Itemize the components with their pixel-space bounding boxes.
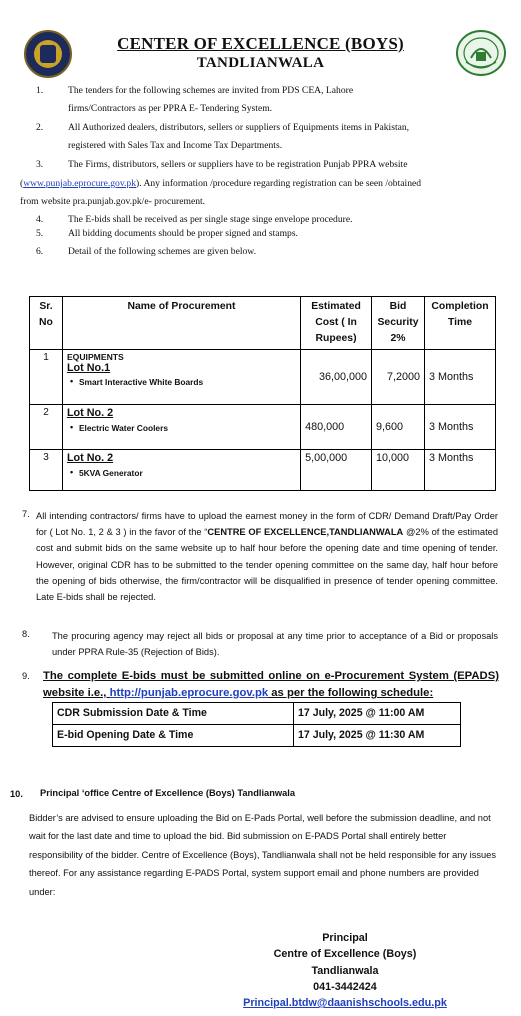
- earnest-money-paragraph: All intending contractors/ firms have to upload the earnest money in the form of CDR/ Demand Draft/Pay Order for ( Lot No. 1, 2 & 3 ) in the favor of the “CENTRE OF EXCELLENCE,TANDLIANWALA @2% of the estimated cost and submit bids on the same website up to half hour before the opening date and time opening of tender. However, original CDR has to be submitted to the tender opening committee on the same day, half hour before the opening of bids otherwise, the firm/contractor will be disqualified in presence of tender opening committee. Late E-bids shall be rejected.: [36, 511, 498, 603]
- lot-label: Lot No. 2: [66, 407, 114, 419]
- clause-number: 1.: [36, 85, 44, 96]
- item-name: • Electric Water Coolers: [67, 423, 296, 433]
- table-row: [30, 350, 496, 405]
- clause-2-line-2: registered with Sales Tax and Income Tax Departments.: [68, 140, 283, 151]
- cell-procurement: [62, 450, 300, 491]
- signature-block: [240, 930, 450, 1011]
- cell-cost: 480,000: [301, 405, 372, 450]
- clause-2-line-1: All Authorized dealers, distributors, sellers or suppliers of Equipments items in Pakistan,: [68, 122, 410, 133]
- clause-number: 5.: [36, 228, 44, 239]
- col-header-security: Bid Security 2%: [372, 297, 425, 350]
- clause-number: 4.: [36, 214, 44, 225]
- lot-label: Lot No. 2: [66, 452, 114, 464]
- signatory-office: Centre of Excellence (Boys) Tandlianwala: [273, 948, 417, 977]
- cell-time: 3 Months: [424, 350, 495, 405]
- item-name: • 5KVA Generator: [67, 468, 296, 478]
- cell-time: 3 Months: [424, 405, 495, 450]
- col-header-name: Name of Procurement: [62, 297, 300, 350]
- clause-1-line-2: firms/Contractors as per PPRA E- Tendering System.: [68, 103, 273, 114]
- col-header-cost: Estimated Cost ( In Rupees): [301, 297, 372, 350]
- clause-3-line-2: (www.punjab.eprocure.gov.pk). Any information /procedure regarding registration can be seen /obtained: [20, 178, 422, 189]
- signatory-role: Principal: [322, 932, 368, 944]
- cell-time: 3 Months: [424, 450, 495, 491]
- page-title: CENTER OF EXCELLENCE (BOYS): [117, 34, 404, 53]
- clause-5: All bidding documents should be proper signed and stamps.: [68, 228, 298, 239]
- contact-phone: 041-3442424: [313, 980, 377, 993]
- table-row: [30, 450, 496, 491]
- cell-security: 9,600: [372, 405, 425, 450]
- schedule-table: [52, 702, 461, 747]
- col-header-completion: Completion Time: [424, 297, 495, 350]
- clause-6: Detail of the following schemes are given below.: [68, 246, 256, 257]
- clause-1-line-1: The tenders for the following schemes are invited from PDS CEA, Lahore: [68, 85, 354, 96]
- cell-procurement: [62, 405, 300, 450]
- clause-3-line-1: The Firms, distributors, sellers or suppliers have to be registration Punjab PPRA website: [68, 159, 408, 170]
- cell-security: 10,000: [372, 450, 425, 491]
- principal-office-heading: Principal ‘office Centre of Excellence (Boys) Tandlianwala: [40, 788, 296, 798]
- contact-email-link[interactable]: Principal.btdw@daanishschools.edu.pk: [243, 997, 447, 1010]
- clause-number: 3.: [36, 159, 44, 170]
- clause-number: 9.: [22, 671, 30, 681]
- schedule-value: 17 July, 2025 @ 11:00 AM: [294, 703, 461, 725]
- procurement-table: [29, 296, 496, 491]
- submission-paragraph: The complete E-bids must be submitted online on e-Procurement System (EPADS) website i.e., http://punjab.eprocure.gov.pk as per the following schedule:: [43, 670, 499, 699]
- cell-cost: 5,00,000: [301, 450, 372, 491]
- group-heading: EQUIPMENTS: [66, 352, 124, 362]
- cell-sr: 3: [30, 450, 63, 491]
- rejection-paragraph: The procuring agency may reject all bids or proposal at any time prior to acceptance of a Bid or proposals under PPRA Rule-35 (Rejection of Bids).: [52, 631, 498, 658]
- schedule-label: CDR Submission Date & Time: [53, 703, 294, 725]
- clause-4: The E-bids shall be received as per single stage singe envelope procedure.: [68, 214, 353, 225]
- clause-number: 10.: [10, 789, 23, 799]
- item-name: • Smart Interactive White Boards: [67, 377, 296, 387]
- col-header-sr: Sr. No: [30, 297, 63, 350]
- cell-sr: 1: [30, 350, 63, 405]
- clause-number: 6.: [36, 246, 44, 257]
- cell-security: 7,2000: [372, 350, 425, 405]
- schedule-value: 17 July, 2025 @ 11:30 AM: [294, 725, 461, 747]
- ppra-website-link[interactable]: www.punjab.eprocure.gov.pk: [23, 178, 136, 189]
- advisory-paragraph: Bidder’s are advised to ensure uploading the Bid on E-Pads Portal, well before the submission deadline, and not wait for the last date and time to upload the bid. Bid submission on E-PADS Portal shall entirely better responsibility of the bidder. Centre of Excellence (Boys), Tandlianwala shall not be held responsible for any issues thereof. For any assistance regarding E-PADS Portal, system support email and phone numbers are provided under:: [29, 813, 497, 897]
- epads-website-link[interactable]: http://punjab.eprocure.gov.pk: [109, 687, 269, 699]
- clause-number: 7.: [22, 509, 30, 519]
- schedule-label: E-bid Opening Date & Time: [53, 725, 294, 747]
- clause-3-line-3: from website pra.punjab.gov.pk/e- procurement.: [20, 196, 206, 207]
- table-header-row: [30, 297, 496, 350]
- schedule-row: [53, 725, 461, 747]
- table-row: [30, 405, 496, 450]
- cell-procurement: [62, 350, 300, 405]
- page-subtitle: TANDLIANWALA: [196, 55, 325, 71]
- lot-label: Lot No.1: [66, 362, 111, 374]
- payee-name: CENTRE OF EXCELLENCE,TANDLIANWALA: [207, 527, 404, 538]
- cell-sr: 2: [30, 405, 63, 450]
- clause-number: 2.: [36, 122, 44, 133]
- schedule-row: [53, 703, 461, 725]
- cell-cost: 36,00,000: [301, 350, 372, 405]
- clause-number: 8.: [22, 629, 30, 639]
